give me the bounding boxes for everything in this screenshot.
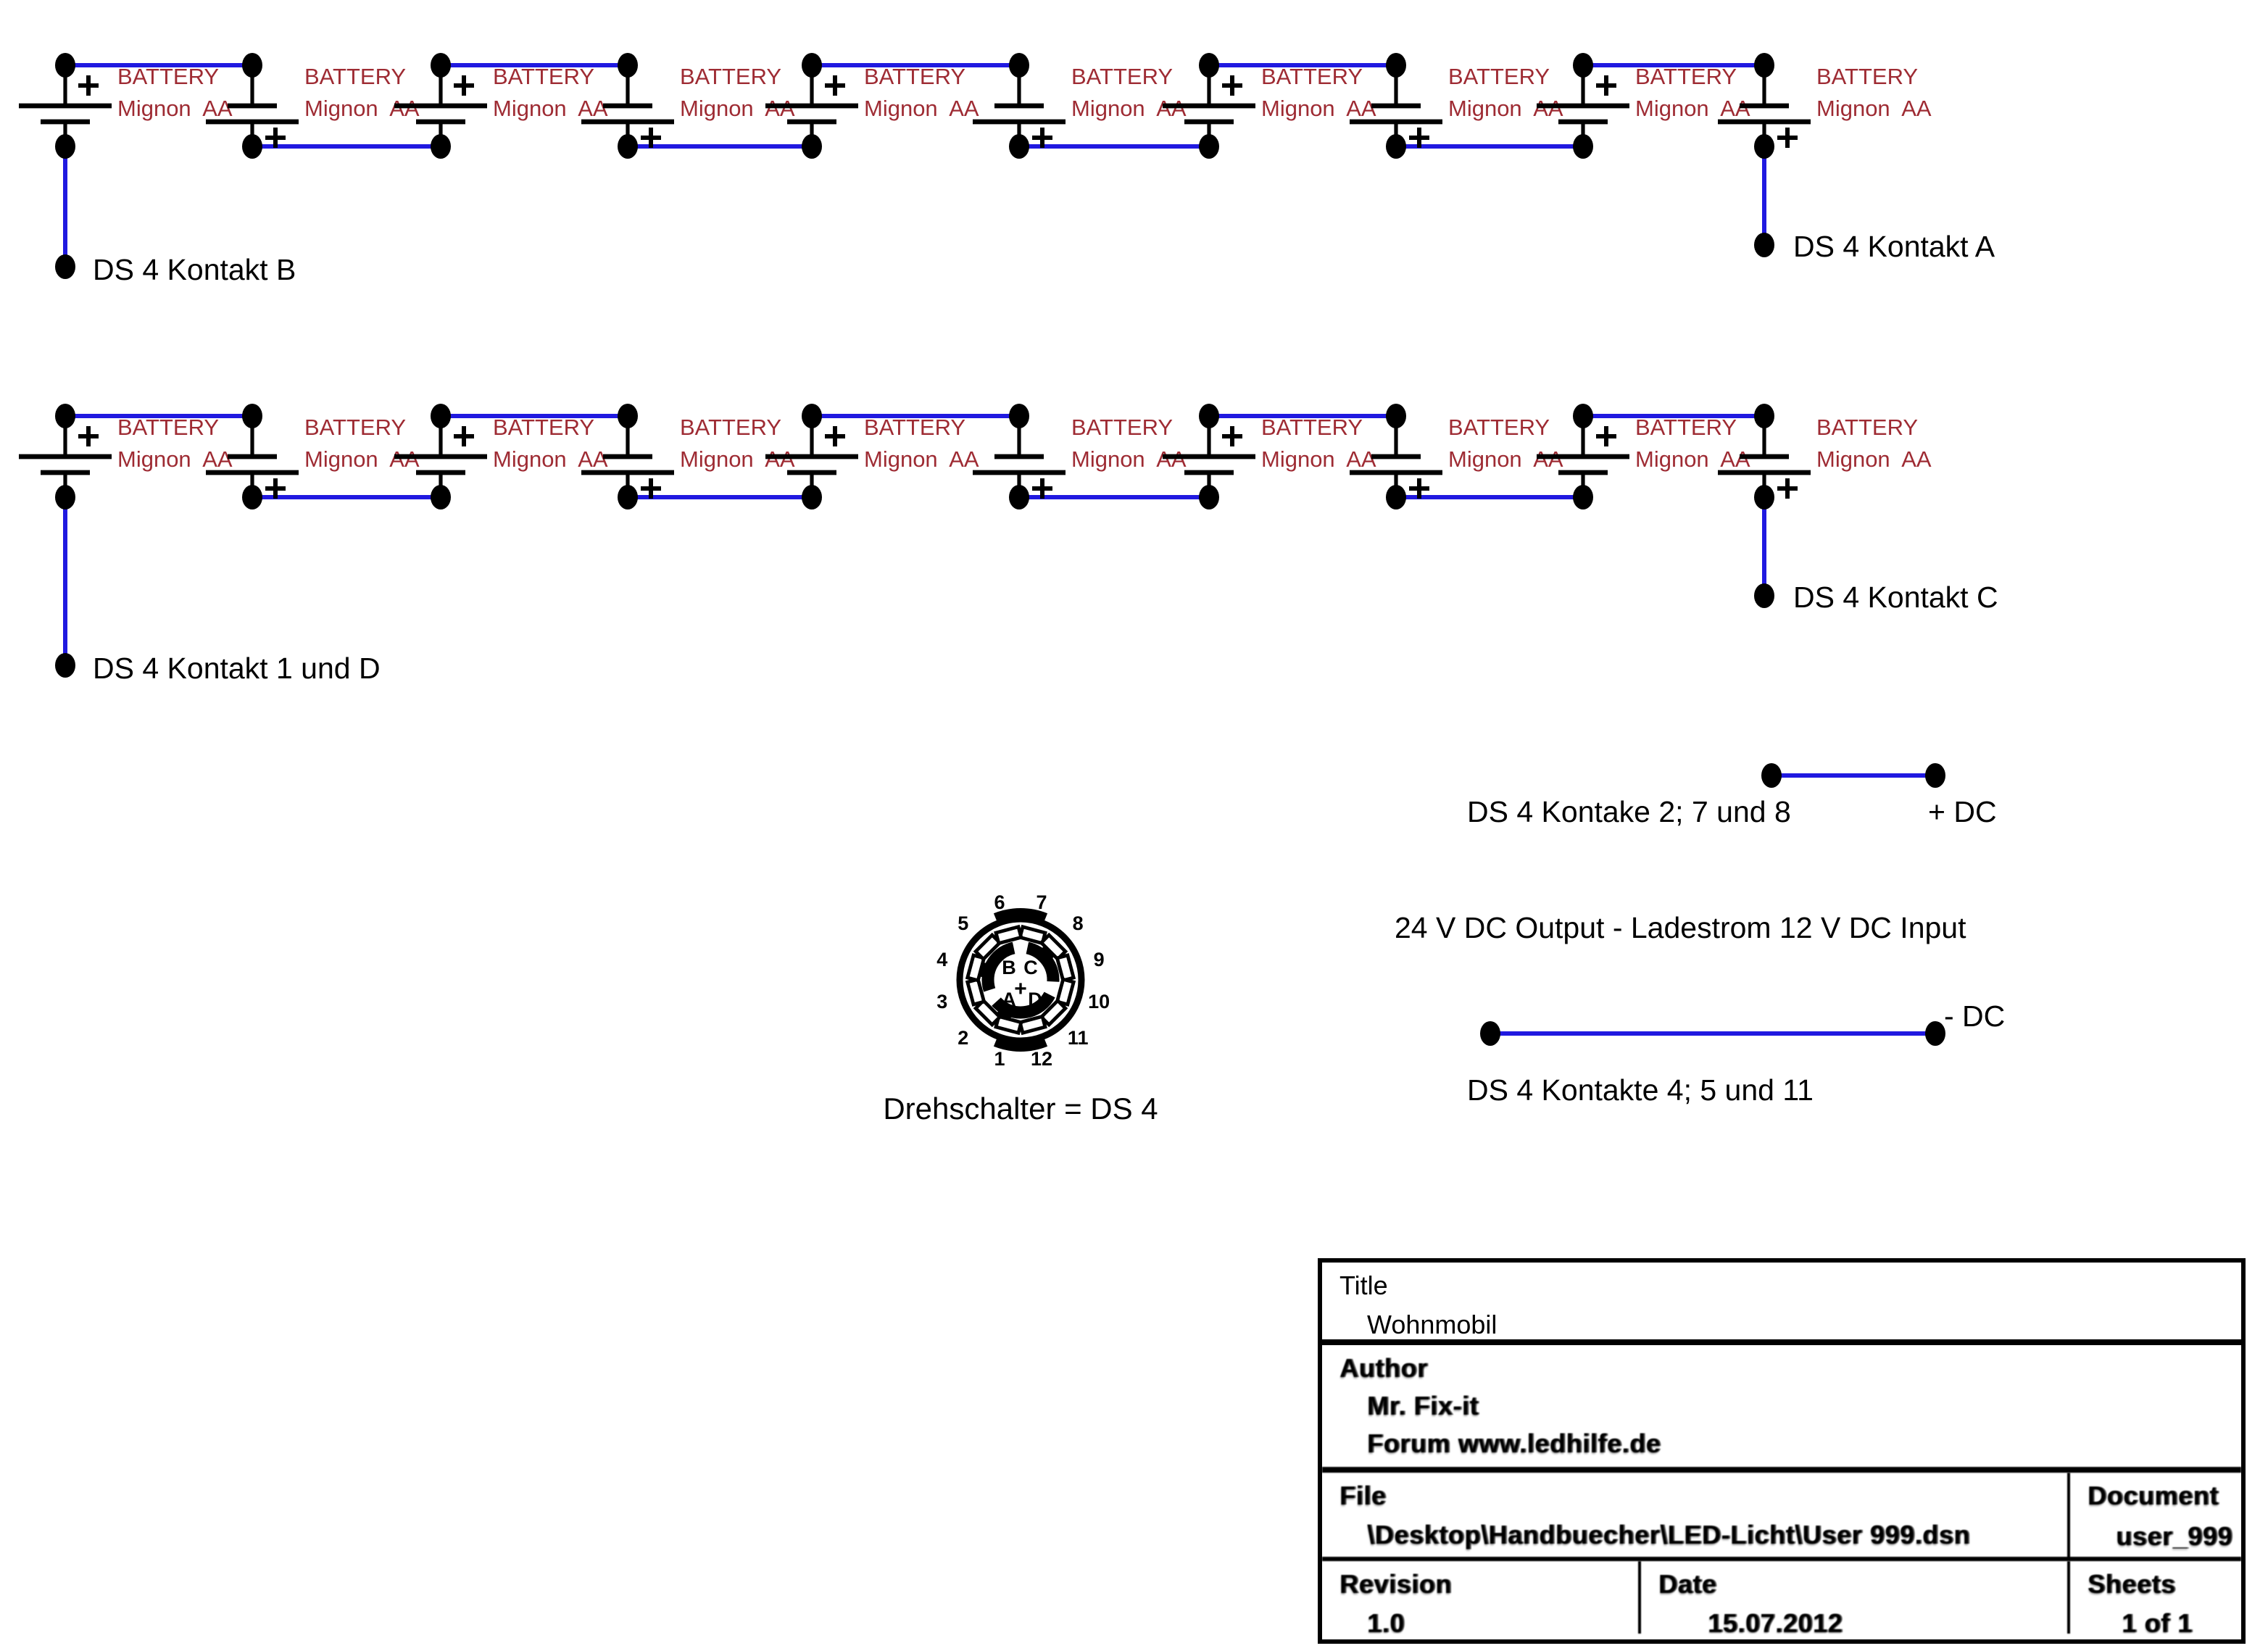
junction-dot — [1386, 485, 1406, 510]
titleblock-revision-row — [1322, 1561, 2241, 1634]
junction-dot — [1754, 134, 1774, 159]
switch-number: 11 — [1067, 1027, 1089, 1049]
battery-row-1 — [19, 53, 1932, 279]
battery-type: Mignon AA — [1635, 446, 1750, 472]
junction-dot — [618, 134, 638, 159]
label-kontakt-b: DS 4 Kontakt B — [93, 253, 296, 286]
label-kontake-278: DS 4 Kontake 2; 7 und 8 — [1467, 795, 1791, 828]
junction-dot — [55, 134, 75, 159]
battery-name: BATTERY — [864, 415, 966, 440]
switch-number: 3 — [936, 990, 948, 1012]
junction-dot — [1573, 53, 1593, 78]
junction-dot — [55, 53, 75, 78]
battery-symbol — [1718, 53, 1932, 159]
junction-dot — [55, 485, 75, 510]
switch-number: 10 — [1088, 990, 1110, 1012]
battery-name: BATTERY — [1261, 415, 1363, 440]
terminal-dot — [1761, 763, 1782, 788]
junction-dot — [1009, 134, 1029, 159]
battery-name: BATTERY — [304, 64, 407, 89]
titleblock-document-value: user_999 — [2116, 1522, 2232, 1551]
switch-contact-pad — [968, 979, 984, 1005]
switch-contact-pad — [1020, 1016, 1045, 1033]
label-plus-dc: + DC — [1928, 795, 1997, 828]
terminal-dot — [1754, 233, 1774, 257]
titleblock-title-value: Wohnmobil — [1367, 1310, 1498, 1339]
titleblock-sheets-value: 1 of 1 — [2122, 1609, 2193, 1634]
junction-dot — [431, 134, 451, 159]
switch-rotor-gap — [1014, 947, 1028, 948]
battery-type: Mignon AA — [1071, 446, 1187, 472]
junction-dot — [1199, 404, 1219, 428]
battery-symbol — [973, 404, 1187, 510]
titleblock-revision-label: Revision — [1339, 1570, 1452, 1599]
junction-dot — [802, 53, 822, 78]
terminal-dot — [1925, 1021, 1945, 1046]
junction-dot — [1754, 53, 1774, 78]
battery-symbol — [206, 53, 420, 159]
battery-type: Mignon AA — [493, 96, 608, 121]
battery-name: BATTERY — [680, 415, 782, 440]
battery-name: BATTERY — [1816, 415, 1919, 440]
switch-number: 2 — [958, 1027, 969, 1049]
switch-letter-c: C — [1023, 957, 1038, 978]
junction-dot — [431, 53, 451, 78]
junction-dot — [1754, 485, 1774, 510]
switch-number: 5 — [958, 912, 969, 934]
battery-name: BATTERY — [117, 64, 220, 89]
battery-type: Mignon AA — [1448, 446, 1563, 472]
junction-dot — [802, 134, 822, 159]
titleblock-title-row — [1322, 1263, 2241, 1345]
junction-dot — [1009, 53, 1029, 78]
battery-symbol — [1537, 404, 1750, 510]
battery-name: BATTERY — [1448, 64, 1550, 89]
battery-symbol — [1718, 404, 1932, 510]
battery-symbol — [206, 404, 420, 510]
titleblock-date-value: 15.07.2012 — [1708, 1609, 1843, 1634]
battery-symbol — [19, 404, 233, 510]
titleblock-file-value: \Desktop\Handbuecher\LED-Licht\User 999.dsn — [1367, 1521, 1970, 1550]
junction-dot — [1573, 134, 1593, 159]
battery-type: Mignon AA — [1635, 96, 1750, 121]
switch-letter-a: A — [1002, 989, 1016, 1010]
battery-type: Mignon AA — [864, 446, 979, 472]
switch-number: 7 — [1036, 891, 1047, 913]
battery-type: Mignon AA — [1071, 96, 1187, 121]
battery-symbol — [581, 53, 795, 159]
titleblock-revision-value: 1.0 — [1367, 1609, 1405, 1634]
switch-number: 12 — [1030, 1048, 1053, 1070]
junction-dot — [1754, 404, 1774, 428]
switch-caption: Drehschalter = DS 4 — [883, 1091, 1158, 1126]
junction-dot — [242, 485, 262, 510]
label-kontakte-4511: DS 4 Kontakte 4; 5 und 11 — [1467, 1073, 1814, 1107]
titleblock-author-forum: Forum www.ledhilfe.de — [1367, 1429, 1661, 1458]
battery-row-2 — [19, 404, 1932, 678]
junction-dot — [242, 404, 262, 428]
junction-dot — [431, 485, 451, 510]
title-block — [1318, 1258, 2246, 1644]
battery-symbol — [1537, 53, 1750, 159]
battery-type: Mignon AA — [1816, 446, 1932, 472]
battery-type: Mignon AA — [1261, 96, 1376, 121]
junction-dot — [802, 404, 822, 428]
terminal-dot — [1480, 1021, 1500, 1046]
battery-name: BATTERY — [1816, 64, 1919, 89]
battery-type: Mignon AA — [1816, 96, 1932, 121]
switch-number: 6 — [994, 891, 1005, 913]
switch-letter-d: D — [1028, 989, 1042, 1010]
battery-symbol — [394, 53, 608, 159]
junction-dot — [242, 53, 262, 78]
dc-link-1 — [1761, 763, 1945, 788]
battery-symbol — [19, 53, 233, 159]
battery-name: BATTERY — [493, 415, 595, 440]
switch-contact-pad — [1057, 955, 1073, 981]
junction-dot — [1386, 134, 1406, 159]
junction-dot — [1199, 485, 1219, 510]
switch-center-mark: + — [1014, 977, 1027, 1001]
junction-dot — [618, 485, 638, 510]
battery-symbol — [581, 404, 795, 510]
titleblock-date-label: Date — [1658, 1570, 1717, 1599]
junction-dot — [431, 404, 451, 428]
battery-name: BATTERY — [304, 415, 407, 440]
terminal-dot — [55, 653, 75, 678]
battery-type: Mignon AA — [1261, 446, 1376, 472]
junction-dot — [1573, 485, 1593, 510]
battery-name: BATTERY — [1071, 64, 1174, 89]
battery-name: BATTERY — [864, 64, 966, 89]
switch-rotor-gap — [1050, 981, 1053, 994]
battery-symbol — [1350, 53, 1563, 159]
battery-name: BATTERY — [1448, 415, 1550, 440]
label-kontakt-1d: DS 4 Kontakt 1 und D — [93, 652, 381, 685]
terminal-dot — [1754, 583, 1774, 608]
battery-name: BATTERY — [680, 64, 782, 89]
battery-type: Mignon AA — [680, 446, 795, 472]
terminal-dot — [55, 254, 75, 279]
switch-rotor-gap — [989, 990, 996, 1002]
junction-dot — [618, 404, 638, 428]
battery-type: Mignon AA — [304, 446, 420, 472]
switch-number: 8 — [1072, 912, 1084, 934]
battery-symbol — [394, 404, 608, 510]
battery-name: BATTERY — [493, 64, 595, 89]
battery-symbol — [973, 53, 1187, 159]
junction-dot — [618, 53, 638, 78]
battery-name: BATTERY — [117, 415, 220, 440]
titleblock-author-label: Author — [1339, 1354, 1428, 1383]
battery-symbol — [765, 53, 979, 159]
titleblock-title-label: Title — [1339, 1271, 1388, 1300]
junction-dot — [1199, 134, 1219, 159]
titleblock-file-label: File — [1339, 1481, 1387, 1510]
label-24v-note: 24 V DC Output - Ladestrom 12 V DC Input — [1395, 911, 1966, 944]
label-kontakt-c: DS 4 Kontakt C — [1793, 581, 1998, 614]
junction-dot — [1573, 404, 1593, 428]
switch-number: 4 — [936, 949, 948, 971]
battery-name: BATTERY — [1071, 415, 1174, 440]
battery-type: Mignon AA — [680, 96, 795, 121]
battery-symbol — [1350, 404, 1563, 510]
switch-number: 9 — [1093, 949, 1105, 971]
battery-name: BATTERY — [1635, 64, 1737, 89]
junction-dot — [242, 134, 262, 159]
junction-dot — [1199, 53, 1219, 78]
battery-symbol — [1163, 53, 1376, 159]
battery-symbol — [765, 404, 979, 510]
battery-type: Mignon AA — [117, 446, 233, 472]
terminal-dot — [1925, 763, 1945, 788]
titleblock-author-row — [1322, 1345, 2241, 1473]
titleblock-sheets-label: Sheets — [2088, 1570, 2176, 1599]
battery-type: Mignon AA — [117, 96, 233, 121]
battery-type: Mignon AA — [304, 96, 420, 121]
junction-dot — [802, 485, 822, 510]
battery-name: BATTERY — [1635, 415, 1737, 440]
titleblock-file-row — [1322, 1473, 2241, 1561]
titleblock-document-label: Document — [2088, 1481, 2219, 1510]
titleblock-author-name: Mr. Fix-it — [1367, 1392, 1479, 1421]
switch-letter-b: B — [1002, 957, 1016, 978]
dc-link-2 — [1480, 1021, 1945, 1046]
junction-dot — [55, 404, 75, 428]
battery-type: Mignon AA — [493, 446, 608, 472]
junction-dot — [1009, 404, 1029, 428]
switch-number: 1 — [994, 1048, 1005, 1070]
battery-type: Mignon AA — [864, 96, 979, 121]
label-kontakt-a: DS 4 Kontakt A — [1793, 230, 1995, 263]
junction-dot — [1009, 485, 1029, 510]
junction-dot — [1386, 53, 1406, 78]
label-minus-dc: - DC — [1944, 999, 2006, 1033]
battery-name: BATTERY — [1261, 64, 1363, 89]
junction-dot — [1386, 404, 1406, 428]
battery-type: Mignon AA — [1448, 96, 1563, 121]
battery-symbol — [1163, 404, 1376, 510]
